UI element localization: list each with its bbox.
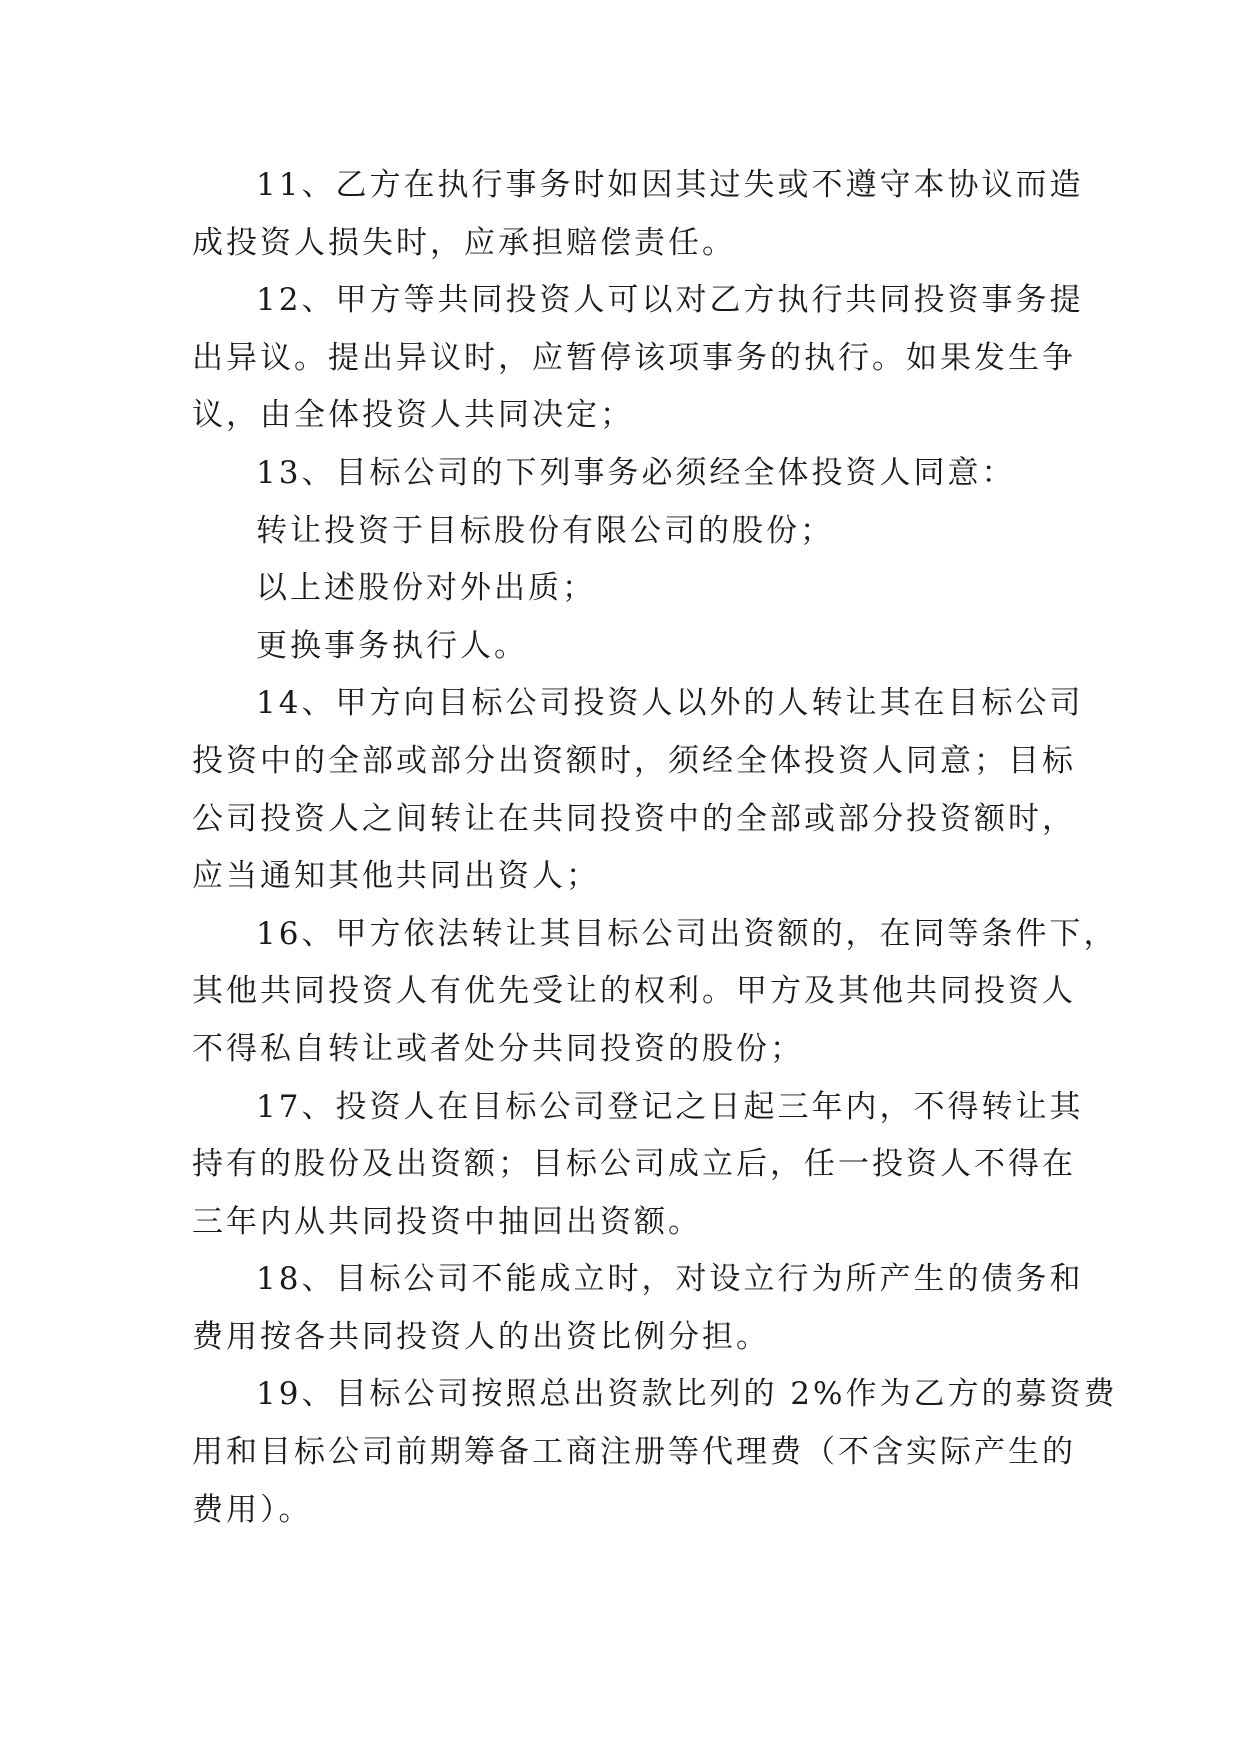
paragraph-clause-13-item-1	[192, 503, 1062, 561]
text-line: 三年内从共同投资中抽回出资额。	[192, 1203, 702, 1240]
paragraph-clause-12	[192, 272, 1084, 445]
text-line: 17、投资人在目标公司登记之日起三年内，不得转让其	[256, 1088, 1084, 1125]
paragraph-clause-13-item-2	[192, 560, 1062, 618]
text-line: 应当通知其他共同出资人；	[192, 858, 600, 895]
text-line: 16、甲方依法转让其目标公司出资额的，在同等条件下，	[256, 915, 1118, 952]
text-line: 14、甲方向目标公司投资人以外的人转让其在目标公司	[256, 685, 1084, 722]
text-line: 11、乙方在执行事务时如因其过失或不遵守本协议而造	[256, 167, 1084, 203]
text-line: 公司投资人之间转让在共同投资中的全部或部分投资额时，	[192, 800, 1076, 837]
document-body	[192, 157, 1118, 1539]
text-line: 投资中的全部或部分出资额时，须经全体投资人同意；目标	[192, 742, 1076, 779]
text-line: 其他共同投资人有优先受让的权利。甲方及其他共同投资人	[192, 973, 1076, 1010]
paragraph-clause-11	[192, 157, 1084, 272]
text-line: 议，由全体投资人共同决定；	[192, 397, 634, 434]
paragraph-clause-14	[192, 675, 1084, 905]
paragraph-clause-17	[192, 1079, 1084, 1252]
text-line: 18、目标公司不能成立时，对设立行为所产生的债务和	[256, 1261, 1084, 1298]
text-line: 12、甲方等共同投资人可以对乙方执行共同投资事务提	[256, 282, 1084, 319]
text-line: 用和目标公司前期筹备工商注册等代理费（不含实际产生的	[192, 1434, 1076, 1471]
paragraph-clause-18	[192, 1251, 1084, 1366]
text-line: 更换事务执行人。	[256, 627, 528, 664]
paragraph-clause-19	[192, 1366, 1118, 1539]
text-line: 13、目标公司的下列事务必须经全体投资人同意：	[256, 454, 1016, 491]
paragraph-clause-16	[192, 906, 1118, 1079]
paragraph-clause-13-item-3	[192, 618, 1062, 676]
paragraph-clause-13	[192, 445, 1062, 503]
text-line: 不得私自转让或者处分共同投资的股份；	[192, 1030, 804, 1067]
text-line: 出异议。提出异议时，应暂停该项事务的执行。如果发生争	[192, 339, 1076, 376]
text-line: 19、目标公司按照总出资款比列的 2%作为乙方的募资费	[256, 1376, 1118, 1413]
text-line: 费用按各共同投资人的出资比例分担。	[192, 1318, 770, 1355]
text-line: 费用）。	[192, 1491, 313, 1528]
text-line: 转让投资于目标股份有限公司的股份；	[256, 512, 834, 549]
text-line: 以上述股份对外出质；	[256, 570, 596, 607]
text-line: 成投资人损失时，应承担赔偿责任。	[192, 224, 736, 261]
text-line: 持有的股份及出资额；目标公司成立后，任一投资人不得在	[192, 1146, 1076, 1183]
